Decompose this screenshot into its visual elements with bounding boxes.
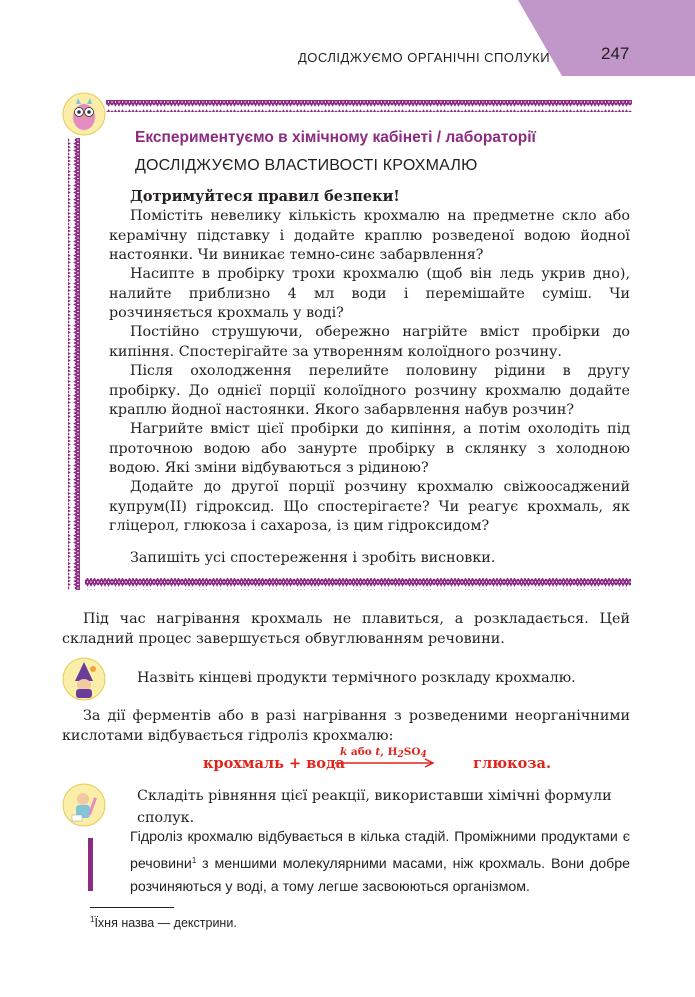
step-5: Нагрийте вміст цієї пробірки до кипіння, а потім охолодіть під проточною водою або занурте пробірку в склянку з холодною водою. Які зміни відбуваються з рідиною?	[109, 421, 630, 476]
owl-researcher-icon	[62, 92, 106, 136]
step-1: Помістіть невелику кількість крохмалю на предметне скло або керамічну підставку і додайте краплю розведеної водою йодної настоянки. Чи виникає темно-синє забарвлення?	[109, 208, 630, 263]
step-3: Постійно струшуючи, обережно нагрійте вміст пробірки до кипіння. Спостерігайте за утворенням колоїдного розчину.	[109, 324, 630, 360]
paragraph-hydrolysis: За дії ферментів або в разі нагрівання з розведеними неорганічними кислотами відбувається гідроліз крохмалю:	[62, 708, 630, 744]
page-number: 247	[601, 44, 630, 63]
task-write-equation: Складіть рівняння цієї реакції, використавши хімічні формули сполук.	[137, 788, 612, 826]
step-2: Насипте в пробірку трохи крохмалю (щоб він ледь укрив дно), налийте приблизно 4 мл води і перемішайте суміш. Чи розчиняється крохмаль у воді?	[109, 266, 630, 321]
step-4: Після охолодження перелийте половину рідини в другу пробірку. До однієї порції колоїдного розчину крохмалю додайте краплю йодної настоянки. Якого забарвлення набув розчин?	[109, 363, 630, 418]
step-6: Додайте до другої порції розчину крохмалю свіжоосаджений купрум(ІІ) гідроксид. Що спостерігаєте? Чи реагує крохмаль, як гліцерол, глюкоза і сахароза, із цим гідроксидом?	[109, 479, 630, 534]
paragraph-stages: Гідроліз крохмалю відбувається в кілька стадій. Проміжними продуктами є речовини$^1$ з меншими молекулярними масами, ніж крохмаль. Вони добре розчиняються у воді, а тому легше засвоюються організмом.	[130, 829, 630, 895]
footnote-divider	[90, 907, 174, 908]
equation-product: глюкоза.	[473, 755, 551, 772]
experiment-heading: Експериментуємо в хімічному кабінеті / лабораторії	[135, 129, 536, 146]
scribe-pencil-icon	[62, 783, 106, 827]
safety-notice: Дотримуйтеся правил безпеки!	[130, 188, 400, 205]
conclusion-instruction: Запишіть усі спостереження і зробіть висновки.	[130, 550, 496, 566]
paragraph-heating: Під час нагрівання крохмаль не плавиться, а розкладається. Цей складний процес завершується обвуглюванням речовини.	[62, 611, 630, 647]
side-accent-bar	[88, 838, 93, 891]
equation-reactants: крохмаль + вода	[203, 755, 346, 772]
running-header: ДОСЛІДЖУЄМО ОРГАНІЧНІ СПОЛУКИ	[298, 50, 551, 65]
equation-conditions: k або t, $H_2SO_4$	[340, 746, 427, 760]
experiment-subtitle: ДОСЛІДЖУЄМО ВЛАСТИВОСТІ КРОХМАЛЮ	[135, 157, 478, 174]
reaction-arrow-icon	[335, 748, 440, 770]
wizard-question-icon	[62, 657, 106, 701]
task-decomposition-products: Назвіть кінцеві продукти термічного розкладу крохмалю.	[137, 670, 576, 686]
footnote: $^1$Їхня назва — декстрини.	[90, 915, 237, 930]
